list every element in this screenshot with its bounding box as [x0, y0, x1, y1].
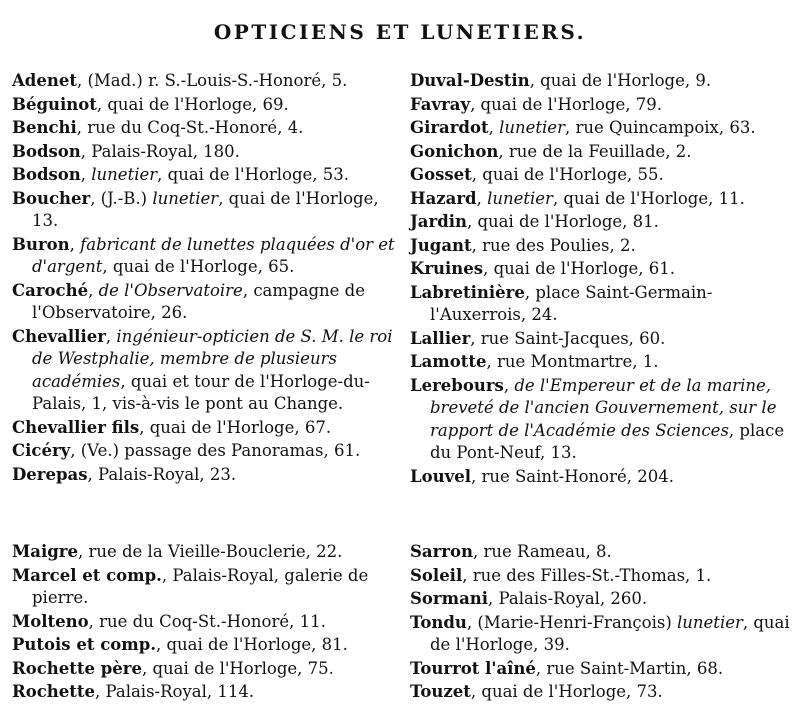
- entry-detail: , Palais-Royal, 23.: [87, 464, 237, 484]
- directory-entry: [12, 417, 397, 440]
- directory-entry: [410, 94, 795, 117]
- entry-name: Cicéry: [12, 441, 71, 460]
- entry-name: Derepas: [12, 464, 88, 484]
- entry-detail: , rue Saint-Honoré, 204.: [470, 466, 674, 486]
- entry-name: Sarron: [410, 542, 473, 561]
- entry-detail: , rue Saint-Jacques, 60.: [470, 328, 666, 348]
- directory-entry: [12, 326, 397, 416]
- entry-name: Caroché: [12, 280, 89, 300]
- entry-name: Labretinière: [410, 282, 525, 302]
- entry-name: Duval-Destin: [410, 71, 530, 90]
- entry-detail: , quai de l'Horloge, 55.: [471, 165, 664, 184]
- entry-detail: , quai de l'Horloge, 9.: [529, 71, 712, 90]
- directory-entry: [410, 541, 795, 564]
- entry-name: Maigre: [12, 542, 78, 561]
- entry-address: , quai de l'Horloge, 39.: [430, 612, 790, 654]
- entry-title-italic: lunetier: [91, 165, 158, 184]
- entry-detail: , rue Rameau, 8.: [473, 542, 612, 561]
- entry-name: Sormani: [410, 589, 489, 608]
- entry-detail: ,: [105, 326, 117, 346]
- left-column-top: [12, 70, 397, 487]
- entry-detail: ,: [80, 165, 92, 184]
- entry-name: Lerebours: [410, 375, 504, 395]
- entry-detail: , rue de la Vieille-Bouclerie, 22.: [77, 542, 343, 561]
- entry-name: Tondu: [410, 612, 467, 632]
- entry-detail: , rue de la Feuillade, 2.: [498, 141, 692, 161]
- directory-entry: [410, 328, 795, 351]
- directory-entry: [410, 258, 795, 281]
- entry-address: , quai de l'Horloge, 65.: [102, 257, 295, 276]
- entry-name: Molteno: [12, 611, 89, 631]
- entry-detail: , Palais-Royal, 180.: [80, 141, 240, 161]
- directory-entry: [410, 141, 795, 164]
- entry-title-italic: ingénieur-opticien de S. M. le roi de Westphalie, membre de plusieurs académies: [32, 326, 393, 391]
- entry-detail: ,: [476, 188, 488, 208]
- entry-detail: ,: [503, 375, 515, 395]
- entry-detail: , quai de l'Horloge, 61.: [483, 259, 675, 278]
- directory-entry: [12, 464, 397, 487]
- entry-name: Touzet: [410, 682, 471, 701]
- entry-title-italic: fabricant de lunettes plaquées d'or et d'argent: [32, 234, 395, 276]
- entry-name: Rochette: [12, 682, 95, 701]
- entry-name: Buron: [12, 234, 70, 254]
- directory-entry: [12, 658, 397, 681]
- entry-name: Adenet: [12, 71, 77, 90]
- entry-name: Marcel et comp.: [12, 565, 162, 585]
- directory-entry: [12, 280, 397, 325]
- entry-name: Rochette père: [12, 658, 142, 678]
- directory-entry: [12, 634, 397, 657]
- directory-entry: [12, 188, 397, 233]
- entry-detail: , quai de l'Horloge, 69.: [96, 94, 289, 114]
- entry-detail: , rue Montmartre, 1.: [486, 352, 659, 371]
- entry-title-italic: lunetier: [499, 118, 565, 137]
- entry-name: Bodson: [12, 165, 81, 184]
- directory-entry: [12, 234, 397, 279]
- entry-address: , rue Quincampoix, 63.: [564, 118, 756, 137]
- entry-name: Gonichon: [410, 141, 499, 161]
- directory-entry: [410, 681, 795, 704]
- entry-name: Jugant: [410, 235, 472, 255]
- directory-entry: [410, 211, 795, 234]
- entry-name: Jardin: [410, 212, 467, 231]
- entry-title-italic: lunetier: [152, 188, 219, 208]
- entry-name: Louvel: [410, 466, 471, 486]
- left-column-bottom: [12, 541, 397, 705]
- entry-name: Boucher: [12, 188, 91, 208]
- directory-entry: [12, 94, 397, 117]
- entry-name: Béguinot: [12, 94, 97, 114]
- entry-title-italic: de l'Empereur et de la marine, breveté de l'ancien Gouvernement, sur le rapport de l'Académie des Sciences: [430, 375, 777, 440]
- entry-detail: ,: [488, 118, 500, 137]
- directory-entry: [410, 164, 795, 187]
- directory-entry: [12, 611, 397, 634]
- entry-name: Lallier: [410, 328, 471, 348]
- right-column-bottom: [410, 541, 795, 705]
- entry-detail: , rue des Poulies, 2.: [471, 235, 636, 255]
- entry-detail: ,: [69, 234, 81, 254]
- entry-name: Soleil: [410, 565, 463, 585]
- directory-entry: [410, 565, 795, 588]
- entry-detail: , quai de l'Horloge, 79.: [470, 94, 662, 114]
- entry-name: Gosset: [410, 165, 472, 184]
- entry-address: , quai de l'Horloge, 53.: [157, 165, 350, 184]
- entry-detail: , (J.-B.): [90, 188, 153, 208]
- directory-entry: [12, 681, 397, 704]
- entry-title-italic: de l'Observatoire: [98, 280, 243, 300]
- directory-entry: [410, 282, 795, 327]
- directory-entry: [410, 188, 795, 211]
- entry-name: Lamotte: [410, 352, 487, 371]
- entry-address: , quai et tour de l'Horloge-du-Palais, 1, vis-à-vis le pont au Change.: [32, 371, 370, 413]
- entry-detail: , place Saint-Germain-l'Auxerrois, 24.: [430, 282, 713, 324]
- entry-address: , place du Pont-Neuf, 13.: [430, 420, 785, 462]
- right-column-top: [410, 70, 795, 489]
- directory-entry: [410, 375, 795, 465]
- entry-name: Kruines: [410, 259, 484, 278]
- entry-detail: , rue du Coq-St.-Honoré, 11.: [88, 611, 326, 631]
- directory-entry: [410, 235, 795, 258]
- directory-entry: [410, 658, 795, 681]
- directory-entry: [12, 440, 397, 463]
- directory-entry: [410, 588, 795, 611]
- entry-detail: , (Ve.) passage des Panoramas, 61.: [70, 441, 361, 460]
- directory-entry: [12, 565, 397, 610]
- entry-detail: , quai de l'Horloge, 81.: [467, 212, 659, 231]
- entry-detail: , Palais-Royal, galerie de pierre.: [32, 565, 369, 607]
- directory-entry: [12, 541, 397, 564]
- entry-detail: , (Mad.) r. S.-Louis-S.-Honoré, 5.: [76, 71, 348, 90]
- entry-address: , campagne de l'Observatoire, 26.: [32, 280, 365, 322]
- entry-name: Putois et comp.: [12, 635, 156, 654]
- entry-name: Favray: [410, 94, 471, 114]
- entry-detail: , rue Saint-Martin, 68.: [535, 658, 724, 678]
- entry-name: Bodson: [12, 141, 81, 161]
- entry-name: Girardot: [410, 118, 489, 137]
- entry-detail: , quai de l'Horloge, 75.: [141, 658, 334, 678]
- directory-entry: [410, 117, 795, 140]
- entry-detail: , quai de l'Horloge, 67.: [139, 417, 332, 437]
- directory-entry: [410, 70, 795, 93]
- entry-title-italic: lunetier: [677, 612, 743, 632]
- page-title: OPTICIENS ET LUNETIERS.: [213, 20, 587, 44]
- entry-name: Hazard: [410, 188, 477, 208]
- entry-name: Tourrot l'aîné: [410, 658, 536, 678]
- directory-entry: [12, 141, 397, 164]
- entry-title-italic: lunetier: [487, 188, 553, 208]
- entry-detail: , quai de l'Horloge, 81.: [156, 635, 348, 654]
- directory-entry: [410, 351, 795, 374]
- entry-detail: , rue des Filles-St.-Thomas, 1.: [462, 565, 712, 585]
- entry-detail: , Palais-Royal, 260.: [488, 589, 648, 608]
- directory-entry: [12, 117, 397, 140]
- entry-address: , quai de l'Horloge, 11.: [552, 188, 745, 208]
- directory-entry: [410, 612, 795, 657]
- entry-detail: , (Marie-Henri-François): [466, 612, 678, 632]
- entry-address: , quai de l'Horloge, 13.: [32, 188, 379, 230]
- entry-name: Benchi: [12, 118, 77, 137]
- entry-detail: , Palais-Royal, 114.: [95, 682, 255, 701]
- entry-name: Chevallier: [12, 326, 106, 346]
- directory-entry: [12, 70, 397, 93]
- directory-entry: [12, 164, 397, 187]
- entry-detail: , rue du Coq-St.-Honoré, 4.: [76, 118, 304, 137]
- entry-detail: ,: [88, 280, 99, 300]
- directory-entry: [410, 466, 795, 489]
- entry-name: Chevallier fils: [12, 417, 140, 437]
- entry-detail: , quai de l'Horloge, 73.: [470, 682, 663, 701]
